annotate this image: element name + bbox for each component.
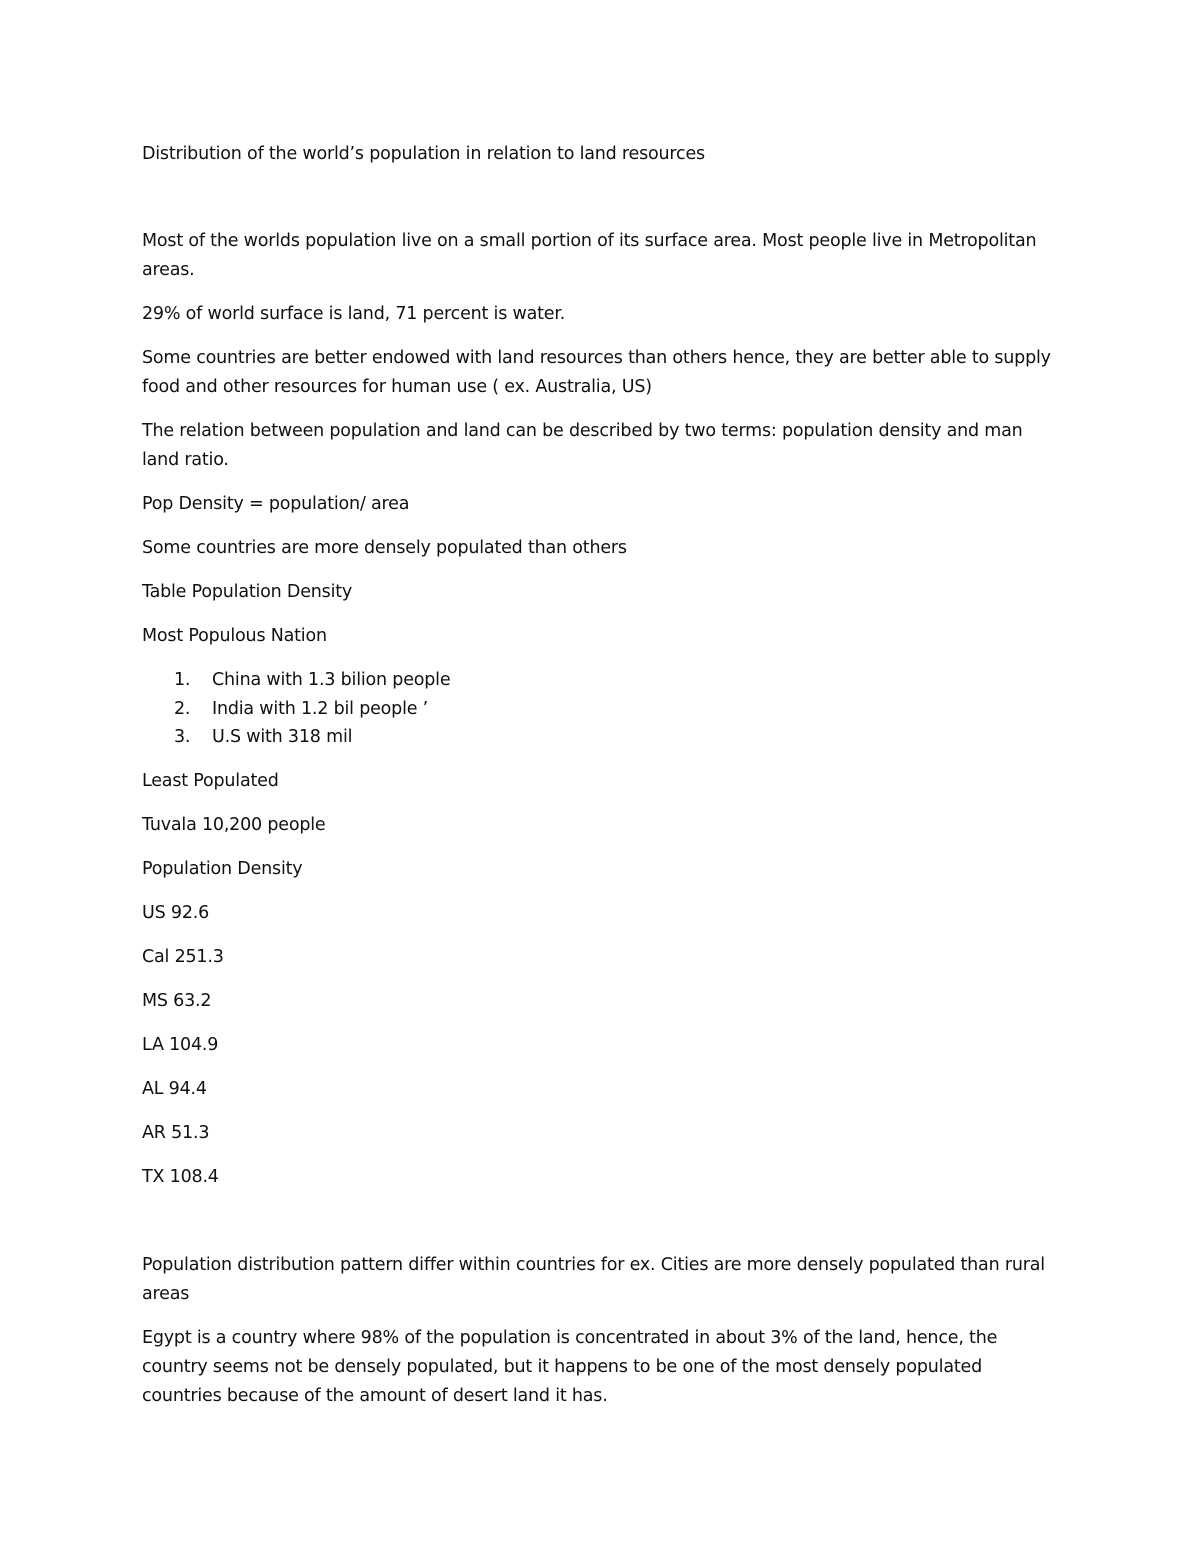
list-text: U.S with 318 mil (212, 727, 353, 747)
density-heading: Population Density (142, 858, 303, 879)
list-number: 2. (174, 698, 191, 719)
density-value: MS 63.2 (142, 990, 212, 1011)
list-text: China with 1.3 bilion people (212, 670, 451, 690)
paragraph-relation: The relation between population and land can be described by two terms: population density and man land ratio. (142, 421, 1023, 470)
list-number: 3. (174, 727, 191, 747)
list-item (142, 666, 1062, 695)
list-item (142, 695, 1062, 724)
paragraph-distribution-pattern: Population distribution pattern differ within countries for ex. Cities are more densely populated than rural areas (142, 1254, 1045, 1304)
paragraph-densely: Some countries are more densely populated than others (142, 538, 627, 558)
paragraph-land-water: 29% of world surface is land, 71 percent is water. (142, 304, 566, 324)
list-text: India with 1.2 bil people ’ (212, 698, 429, 719)
paragraph-metropolitan: Most of the worlds population live on a small portion of its surface area. Most people live in Metropolitan areas. (142, 231, 1037, 280)
density-value: AR 51.3 (142, 1122, 210, 1143)
density-value: AL 94.4 (142, 1078, 207, 1099)
list-item (142, 723, 1062, 752)
populous-list (142, 666, 1062, 752)
least-item: Tuvala 10,200 people (142, 814, 326, 835)
density-value: TX 108.4 (142, 1166, 219, 1187)
document-body (142, 140, 1062, 1426)
document-title: Distribution of the world’s population in relation to land resources (142, 144, 705, 164)
least-heading: Least Populated (142, 770, 279, 791)
density-value: US 92.6 (142, 902, 210, 923)
density-value: LA 104.9 (142, 1034, 219, 1055)
paragraph-table-heading: Table Population Density (142, 582, 353, 602)
density-value: Cal 251.3 (142, 946, 224, 967)
paragraph-endowed: Some countries are better endowed with land resources than others hence, they are better able to supply food and other resources for human use ( ex. Australia, US) (142, 348, 1051, 397)
paragraph-populous-heading: Most Populous Nation (142, 626, 327, 646)
paragraph-formula: Pop Density = population/ area (142, 494, 410, 514)
list-number: 1. (174, 670, 191, 690)
paragraph-egypt: Egypt is a country where 98% of the population is concentrated in about 3% of the land, hence, the country seems not be densely populated, but it happens to be one of the most densely populated countries because of the amount of desert land it has. (142, 1327, 998, 1406)
